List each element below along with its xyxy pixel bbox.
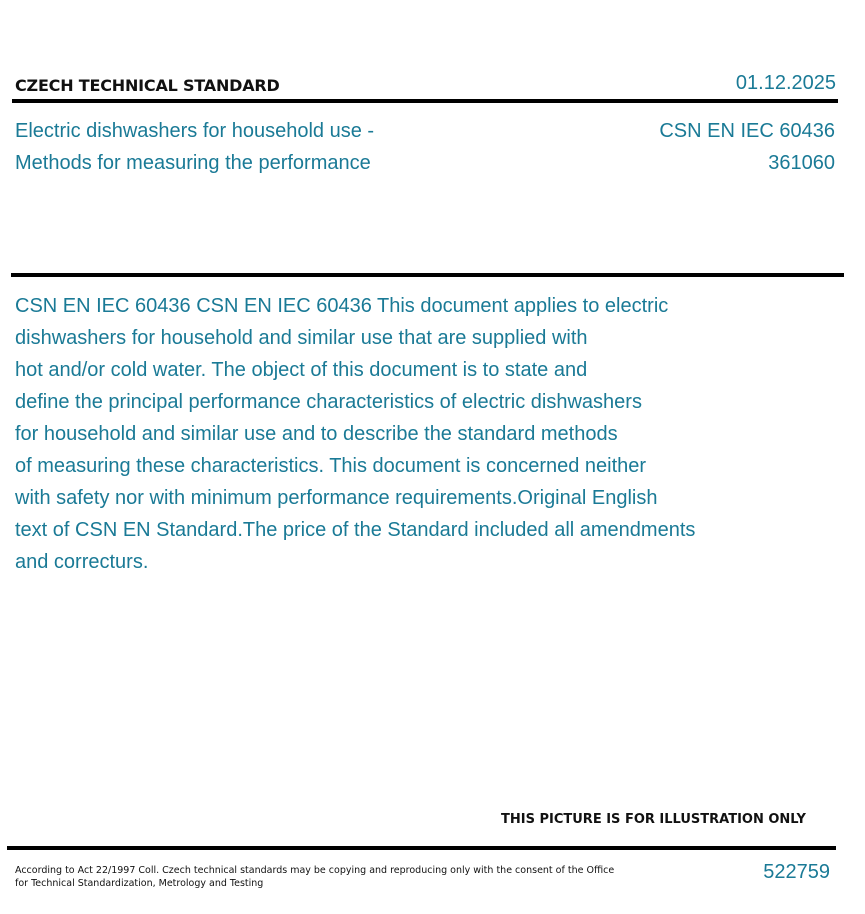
legal-notice — [15, 864, 614, 890]
bottom-divider — [7, 846, 836, 850]
standard-title — [15, 115, 374, 179]
legal-notice-line-2: for Technical Standardization, Metrology and Testing — [15, 878, 264, 889]
legal-notice-line-1: According to Act 22/1997 Coll. Czech technical standards may be copying and reproducing only with the consent of the Office — [15, 865, 615, 876]
abstract-text: CSN EN IEC 60436 CSN EN IEC 60436 This document applies to electric dishwashers for household and similar use that are supplied with hot and/or cold water. The object of this document is to state and define the principal performance characteristics of electric dishwashers for household and similar use and to describe the standard methods of measuring these characteristics. This document is concerned neither with safety nor with minimum performance requirements.Original English text of CSN EN Standard.The price of the Standard included all amendments and correcturs. — [15, 295, 696, 573]
document-type-label: CZECH TECHNICAL STANDARD — [15, 76, 280, 95]
publication-date: 01.12.2025 — [735, 72, 836, 94]
classification-number: 361060 — [768, 152, 835, 174]
middle-divider — [11, 273, 844, 277]
standard-title-line-2: Methods for measuring the performance — [15, 152, 371, 174]
standard-title-line-1: Electric dishwashers for household use - — [15, 120, 375, 142]
illustration-notice: THIS PICTURE IS FOR ILLUSTRATION ONLY — [501, 812, 806, 827]
document-id: 522759 — [763, 861, 830, 883]
standard-code: CSN EN IEC 60436 — [659, 120, 835, 142]
standard-identifiers — [659, 115, 835, 179]
top-divider — [12, 99, 838, 103]
